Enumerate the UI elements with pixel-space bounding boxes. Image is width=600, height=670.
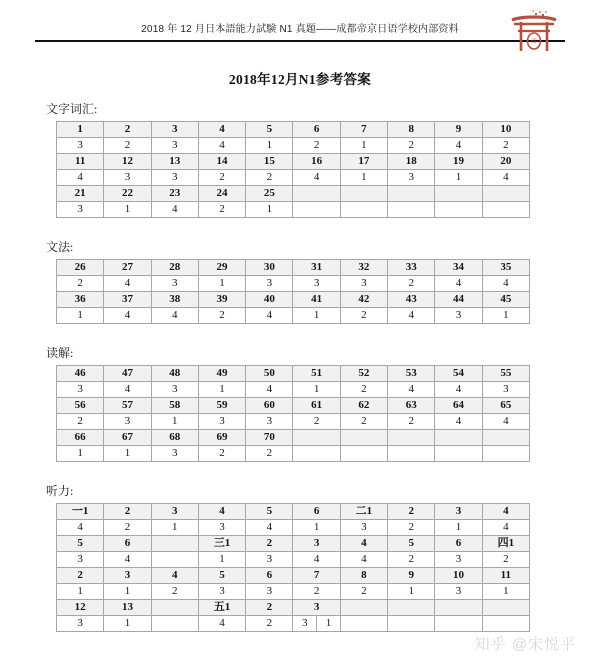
answer-value-cell [293, 446, 340, 462]
answer-table-listening [56, 503, 530, 632]
question-number-cell: 2 [57, 568, 104, 584]
answer-value-cell: 2 [388, 414, 435, 430]
question-number-row [57, 122, 530, 138]
answer-value-cell: 2 [57, 414, 104, 430]
answer-value-cell: 2 [151, 584, 198, 600]
answer-value-cell: 2 [246, 616, 293, 632]
question-number-cell [388, 600, 435, 616]
answer-value-cell: 1 [104, 446, 151, 462]
answer-value-cell: 1 [104, 202, 151, 218]
answer-value-cell [388, 446, 435, 462]
question-number-row [57, 154, 530, 170]
answer-value-row [57, 138, 530, 154]
answer-value-cell: 3 [246, 276, 293, 292]
question-number-cell [151, 536, 198, 552]
answer-value-cell [340, 446, 387, 462]
page-header [0, 0, 600, 58]
answer-value-cell: 4 [388, 308, 435, 324]
question-number-cell: 49 [198, 366, 245, 382]
answer-value-cell: 4 [151, 308, 198, 324]
answer-value-cell: 3 [482, 382, 529, 398]
question-number-cell: 39 [198, 292, 245, 308]
answer-value-cell: 1 [104, 584, 151, 600]
question-number-cell: 3 [151, 122, 198, 138]
question-number-cell [388, 430, 435, 446]
question-number-row [57, 600, 530, 616]
answer-value-cell: 4 [151, 202, 198, 218]
answer-value-cell: 3 [151, 446, 198, 462]
answer-value-cell: 2 [293, 414, 340, 430]
answer-value-cell: 3 [151, 276, 198, 292]
answer-table-reading [56, 365, 530, 462]
question-number-cell: 1 [57, 122, 104, 138]
answer-value-cell: 2 [482, 138, 529, 154]
question-number-cell: 68 [151, 430, 198, 446]
answer-value-cell: 4 [198, 138, 245, 154]
question-number-cell [482, 430, 529, 446]
question-number-cell: 2 [104, 122, 151, 138]
question-number-row [57, 430, 530, 446]
answer-value-cell: 3 [57, 382, 104, 398]
answer-value-cell [482, 202, 529, 218]
question-number-cell: 4 [198, 122, 245, 138]
answer-value-cell: 2 [246, 170, 293, 186]
question-number-cell: 6 [246, 568, 293, 584]
question-number-cell: 3 [435, 504, 482, 520]
question-number-cell: 6 [293, 504, 340, 520]
question-number-cell: 4 [151, 568, 198, 584]
question-number-cell: 50 [246, 366, 293, 382]
answer-value-cell [293, 202, 340, 218]
answer-value-cell: 2 [104, 520, 151, 536]
question-number-cell: 31 [293, 260, 340, 276]
question-number-cell [151, 600, 198, 616]
question-number-cell: 11 [482, 568, 529, 584]
answer-value-cell: 4 [104, 308, 151, 324]
question-number-cell: 20 [482, 154, 529, 170]
answer-value-cell: 3 [435, 308, 482, 324]
answer-value-cell: 1 [435, 170, 482, 186]
split-answer-part: 3 [293, 616, 317, 631]
answer-value-cell: 3 [293, 276, 340, 292]
answer-value-cell: 4 [104, 552, 151, 568]
question-number-cell: 7 [293, 568, 340, 584]
answer-value-cell: 4 [57, 520, 104, 536]
answer-value-cell: 1 [482, 308, 529, 324]
question-number-cell [482, 186, 529, 202]
question-number-cell: 4 [482, 504, 529, 520]
answer-value-cell: 3 [198, 584, 245, 600]
answer-table-vocabulary [56, 121, 530, 218]
answer-value-cell: 4 [435, 276, 482, 292]
question-number-cell: 二1 [340, 504, 387, 520]
question-number-cell: 56 [57, 398, 104, 414]
question-number-cell: 10 [435, 568, 482, 584]
question-number-cell: 24 [198, 186, 245, 202]
question-number-cell: 12 [104, 154, 151, 170]
answer-value-cell: 1 [57, 446, 104, 462]
answer-value-cell [340, 202, 387, 218]
answer-value-cell: 3 [151, 170, 198, 186]
answer-value-cell: 4 [482, 276, 529, 292]
question-number-cell [340, 600, 387, 616]
section-label-grammar: 文法: [46, 240, 74, 254]
answer-value-cell: 4 [57, 170, 104, 186]
question-number-row [57, 260, 530, 276]
answer-value-cell: 4 [198, 616, 245, 632]
answer-value-row [57, 202, 530, 218]
question-number-cell: 22 [104, 186, 151, 202]
header-banner-text: 2018 年 12 月日本語能力試験 N1 真題——成都帝京日语学校内部资料 [141, 24, 459, 35]
answer-value-cell: 4 [293, 552, 340, 568]
answer-value-cell: 3 [198, 414, 245, 430]
question-number-cell [293, 186, 340, 202]
question-number-cell: 41 [293, 292, 340, 308]
question-number-cell: 3 [104, 568, 151, 584]
answer-value-cell: 2 [340, 584, 387, 600]
answer-value-cell: 3 [151, 382, 198, 398]
answer-value-cell: 4 [388, 382, 435, 398]
question-number-cell [340, 430, 387, 446]
answer-value-cell: 1 [435, 520, 482, 536]
answer-value-cell: 2 [198, 170, 245, 186]
question-number-cell: 29 [198, 260, 245, 276]
question-number-cell: 51 [293, 366, 340, 382]
answer-value-cell: 3 [435, 552, 482, 568]
answer-value-cell: 3 [246, 584, 293, 600]
answer-value-cell: 1 [198, 552, 245, 568]
question-number-cell: 54 [435, 366, 482, 382]
answer-value-cell: 4 [482, 170, 529, 186]
question-number-cell: 36 [57, 292, 104, 308]
answer-value-cell: 2 [198, 202, 245, 218]
question-number-cell: 23 [151, 186, 198, 202]
answer-value-cell: 4 [246, 308, 293, 324]
zhihu-watermark: 知乎 @宋悦平 [474, 636, 576, 653]
answer-value-cell [482, 446, 529, 462]
question-number-cell: 6 [104, 536, 151, 552]
question-number-cell: 5 [246, 122, 293, 138]
question-number-cell: 58 [151, 398, 198, 414]
answer-value-row [57, 520, 530, 536]
section-spacer [0, 88, 600, 100]
question-number-cell: 3 [293, 536, 340, 552]
question-number-cell: 五1 [198, 600, 245, 616]
answer-value-cell: 3 [246, 414, 293, 430]
question-number-cell: 26 [57, 260, 104, 276]
answer-value-row [57, 446, 530, 462]
section-listening [0, 482, 600, 632]
question-number-cell: 37 [104, 292, 151, 308]
question-number-cell: 16 [293, 154, 340, 170]
question-number-cell: 3 [293, 600, 340, 616]
question-number-cell: 30 [246, 260, 293, 276]
question-number-cell: 9 [435, 122, 482, 138]
question-number-cell: 2 [246, 600, 293, 616]
question-number-cell: 27 [104, 260, 151, 276]
answer-value-cell: 3 [198, 520, 245, 536]
question-number-cell: 一1 [57, 504, 104, 520]
question-number-cell: 40 [246, 292, 293, 308]
answer-value-cell: 2 [388, 276, 435, 292]
section-vocabulary [0, 100, 600, 218]
question-number-cell [340, 186, 387, 202]
question-number-cell: 48 [151, 366, 198, 382]
question-number-cell: 7 [340, 122, 387, 138]
answer-value-cell: 2 [293, 584, 340, 600]
question-number-cell: 32 [340, 260, 387, 276]
answer-value-cell: 1 [293, 520, 340, 536]
question-number-cell: 8 [340, 568, 387, 584]
question-number-cell: 53 [388, 366, 435, 382]
question-number-cell: 64 [435, 398, 482, 414]
answer-value-cell [388, 616, 435, 632]
question-number-cell: 52 [340, 366, 387, 382]
question-number-cell: 59 [198, 398, 245, 414]
answer-value-row [57, 170, 530, 186]
answer-value-cell: 2 [388, 552, 435, 568]
answer-value-cell: 3 [57, 552, 104, 568]
page-title: 2018年12月N1参考答案 [228, 72, 372, 87]
question-number-row [57, 536, 530, 552]
answer-value-cell: 2 [198, 446, 245, 462]
answer-value-cell: 3 [388, 170, 435, 186]
answer-value-cell: 4 [340, 552, 387, 568]
answer-value-cell: 4 [482, 414, 529, 430]
svg-text:帝: 帝 [530, 39, 538, 45]
section-grammar [0, 238, 600, 324]
answer-value-cell: 1 [198, 276, 245, 292]
question-number-cell: 5 [246, 504, 293, 520]
question-number-cell: 45 [482, 292, 529, 308]
answer-value-cell: 1 [198, 382, 245, 398]
answer-value-cell: 1 [388, 584, 435, 600]
answer-value-row [57, 616, 530, 632]
question-number-cell: 44 [435, 292, 482, 308]
question-number-cell: 46 [57, 366, 104, 382]
question-number-cell: 55 [482, 366, 529, 382]
section-reading [0, 344, 600, 462]
question-number-cell: 四1 [482, 536, 529, 552]
answer-value-row [57, 552, 530, 568]
question-number-cell: 3 [151, 504, 198, 520]
question-number-cell: 42 [340, 292, 387, 308]
answer-value-cell: 2 [340, 308, 387, 324]
torii-gate-logo [506, 6, 562, 56]
question-number-cell: 4 [198, 504, 245, 520]
answer-value-cell: 3 [57, 138, 104, 154]
answer-value-cell [482, 616, 529, 632]
question-number-cell: 61 [293, 398, 340, 414]
question-number-cell: 2 [104, 504, 151, 520]
question-number-cell: 70 [246, 430, 293, 446]
question-number-cell: 38 [151, 292, 198, 308]
question-number-cell: 43 [388, 292, 435, 308]
question-number-cell: 62 [340, 398, 387, 414]
question-number-cell: 67 [104, 430, 151, 446]
question-number-cell [388, 186, 435, 202]
answer-value-cell [435, 616, 482, 632]
answer-value-cell: 2 [198, 308, 245, 324]
answer-value-cell: 1 [293, 308, 340, 324]
question-number-cell [435, 430, 482, 446]
answer-value-row [57, 414, 530, 430]
split-answer-part: 1 [325, 617, 332, 629]
question-number-row [57, 186, 530, 202]
question-number-row [57, 568, 530, 584]
answer-value-cell [435, 202, 482, 218]
answer-sheet [0, 88, 600, 632]
answer-value-cell: 1 [293, 382, 340, 398]
question-number-cell: 66 [57, 430, 104, 446]
section-spacer [0, 218, 600, 238]
answer-value-cell: 2 [293, 138, 340, 154]
answer-value-cell: 4 [293, 170, 340, 186]
question-number-cell: 28 [151, 260, 198, 276]
question-number-cell [482, 600, 529, 616]
answer-value-cell: 2 [388, 138, 435, 154]
section-label-listening: 听力: [46, 484, 74, 498]
answer-value-cell: 1 [482, 584, 529, 600]
question-number-cell: 69 [198, 430, 245, 446]
question-number-cell: 13 [151, 154, 198, 170]
answer-value-cell: 2 [104, 138, 151, 154]
question-number-cell: 19 [435, 154, 482, 170]
question-number-cell [293, 430, 340, 446]
question-number-cell: 17 [340, 154, 387, 170]
answer-value-row [57, 276, 530, 292]
header-divider-rule [35, 40, 565, 42]
answer-value-cell: 2 [57, 276, 104, 292]
answer-value-cell: 3 [57, 202, 104, 218]
answer-value-cell: 2 [340, 382, 387, 398]
section-label-vocabulary: 文字词汇: [46, 102, 98, 116]
answer-value-cell: 4 [435, 414, 482, 430]
answer-value-cell: 4 [246, 520, 293, 536]
question-number-cell: 65 [482, 398, 529, 414]
answer-value-cell: 3 [340, 520, 387, 536]
answer-value-cell: 4 [435, 382, 482, 398]
answer-value-cell [151, 616, 198, 632]
answer-value-cell: 3 [104, 414, 151, 430]
question-number-cell: 6 [293, 122, 340, 138]
answer-value-cell [340, 616, 387, 632]
answer-value-cell [388, 202, 435, 218]
question-number-cell: 47 [104, 366, 151, 382]
answer-value-cell: 4 [104, 382, 151, 398]
answer-value-row [57, 308, 530, 324]
answer-value-cell: 4 [435, 138, 482, 154]
question-number-cell: 12 [57, 600, 104, 616]
answer-value-cell: 1 [151, 414, 198, 430]
answer-value-cell: 1 [246, 138, 293, 154]
question-number-row [57, 292, 530, 308]
answer-value-cell: 4 [104, 276, 151, 292]
question-number-cell: 63 [388, 398, 435, 414]
answer-value-cell: 3 [246, 552, 293, 568]
answer-value-cell [435, 446, 482, 462]
question-number-cell: 15 [246, 154, 293, 170]
answer-value-cell: 3 [435, 584, 482, 600]
answer-value-cell: 1 [104, 616, 151, 632]
answer-value-cell: 1 [340, 170, 387, 186]
answer-value-cell: 2 [388, 520, 435, 536]
answer-value-cell: 2 [340, 414, 387, 430]
question-number-cell: 57 [104, 398, 151, 414]
question-number-cell: 三1 [198, 536, 245, 552]
question-number-cell: 8 [388, 122, 435, 138]
answer-value-cell: 3 [57, 616, 104, 632]
question-number-row [57, 366, 530, 382]
question-number-cell: 14 [198, 154, 245, 170]
question-number-row [57, 504, 530, 520]
section-spacer [0, 324, 600, 344]
question-number-cell: 4 [340, 536, 387, 552]
question-number-cell: 2 [388, 504, 435, 520]
section-spacer [0, 462, 600, 482]
answer-value-cell: 3 [104, 170, 151, 186]
question-number-cell: 13 [104, 600, 151, 616]
section-label-reading: 读解: [46, 346, 74, 360]
question-number-cell: 9 [388, 568, 435, 584]
question-number-cell: 2 [246, 536, 293, 552]
answer-value-row [57, 382, 530, 398]
question-number-cell: 33 [388, 260, 435, 276]
answer-value-cell: 1 [340, 138, 387, 154]
question-number-cell: 18 [388, 154, 435, 170]
question-number-cell: 60 [246, 398, 293, 414]
question-number-cell: 5 [57, 536, 104, 552]
question-number-cell: 35 [482, 260, 529, 276]
question-number-cell: 6 [435, 536, 482, 552]
answer-value-cell: 1 [246, 202, 293, 218]
answer-table-grammar [56, 259, 530, 324]
answer-value-cell: 2 [246, 446, 293, 462]
question-number-cell: 25 [246, 186, 293, 202]
question-number-cell [435, 600, 482, 616]
question-number-cell: 10 [482, 122, 529, 138]
answer-value-cell: 1 [57, 308, 104, 324]
answer-value-cell [151, 552, 198, 568]
answer-value-cell: 1 [151, 520, 198, 536]
answer-value-cell: 4 [246, 382, 293, 398]
answer-value-row [57, 584, 530, 600]
answer-value-cell: 1 [57, 584, 104, 600]
question-number-cell [435, 186, 482, 202]
question-number-cell: 34 [435, 260, 482, 276]
answer-value-cell: 4 [482, 520, 529, 536]
question-number-cell: 5 [198, 568, 245, 584]
answer-value-cell: 3 [151, 138, 198, 154]
answer-value-cell: 3 [340, 276, 387, 292]
answer-value-cell: 2 [482, 552, 529, 568]
question-number-cell: 11 [57, 154, 104, 170]
question-number-row [57, 398, 530, 414]
question-number-cell: 5 [388, 536, 435, 552]
split-answer-cell [293, 616, 340, 632]
question-number-cell: 21 [57, 186, 104, 202]
